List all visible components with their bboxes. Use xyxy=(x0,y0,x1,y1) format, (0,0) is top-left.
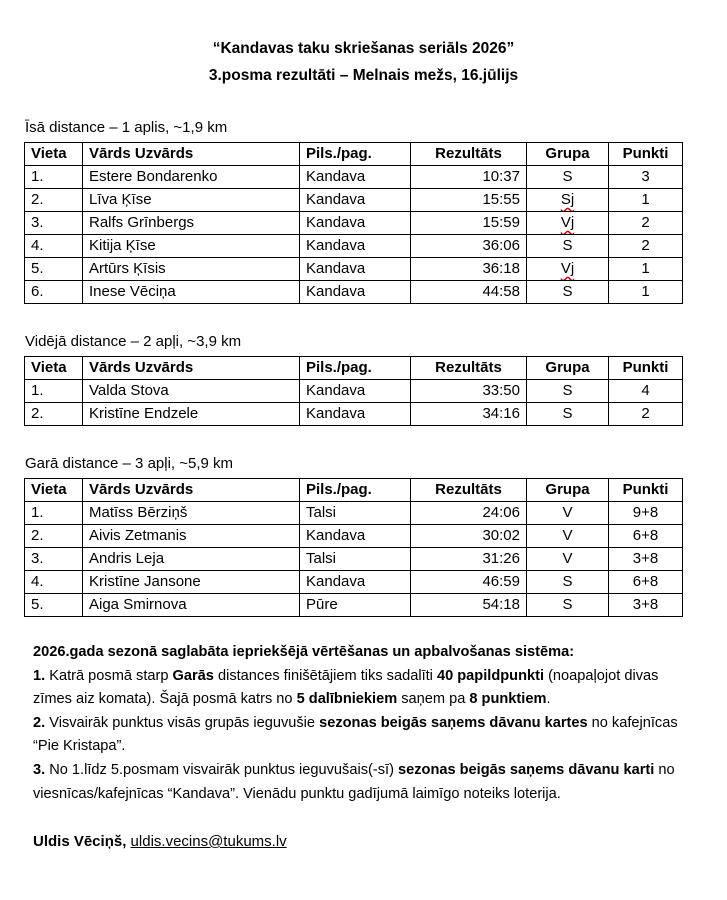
table-row xyxy=(25,380,683,403)
cell-result: 15:59 xyxy=(411,212,527,235)
column-header-name: Vārds Uzvārds xyxy=(83,357,300,380)
column-header-place: Vieta xyxy=(25,479,83,502)
cell-place: 6. xyxy=(25,281,83,304)
cell-place: 5. xyxy=(25,594,83,617)
cell-result: 33:50 xyxy=(411,380,527,403)
cell-points: 6+8 xyxy=(609,571,683,594)
column-header-group: Grupa xyxy=(527,357,609,380)
column-header-city: Pils./pag. xyxy=(300,479,411,502)
cell-group: V xyxy=(527,548,609,571)
column-header-points: Punkti xyxy=(609,143,683,166)
note-2: 2. Visvairāk punktus visās grupās ieguvušie sezonas beigās saņems dāvanu kartes no kafejnīcas “Pie Kristapa”. xyxy=(33,714,678,755)
table-row xyxy=(25,571,683,594)
cell-points: 3 xyxy=(609,166,683,189)
cell-result: 24:06 xyxy=(411,502,527,525)
cell-group: Sj xyxy=(527,189,609,212)
cell-city: Pūre xyxy=(300,594,411,617)
cell-place: 1. xyxy=(25,166,83,189)
cell-city: Kandava xyxy=(300,235,411,258)
table-row xyxy=(25,525,683,548)
cell-city: Kandava xyxy=(300,258,411,281)
column-header-city: Pils./pag. xyxy=(300,357,411,380)
column-header-result: Rezultāts xyxy=(411,143,527,166)
cell-points: 2 xyxy=(609,235,683,258)
cell-place: 2. xyxy=(25,189,83,212)
cell-name: Estere Bondarenko xyxy=(83,166,300,189)
cell-group: S xyxy=(527,281,609,304)
cell-result: 36:18 xyxy=(411,258,527,281)
cell-city: Kandava xyxy=(300,166,411,189)
cell-place: 2. xyxy=(25,525,83,548)
cell-result: 36:06 xyxy=(411,235,527,258)
cell-result: 31:26 xyxy=(411,548,527,571)
table-row xyxy=(25,166,683,189)
table-row xyxy=(25,594,683,617)
column-header-group: Grupa xyxy=(527,143,609,166)
cell-group: S xyxy=(527,380,609,403)
cell-points: 2 xyxy=(609,212,683,235)
cell-city: Kandava xyxy=(300,281,411,304)
cell-place: 5. xyxy=(25,258,83,281)
cell-result: 54:18 xyxy=(411,594,527,617)
cell-name: Aiga Smirnova xyxy=(83,594,300,617)
column-header-group: Grupa xyxy=(527,479,609,502)
results-table-short xyxy=(24,142,683,304)
table-header-row xyxy=(25,143,683,166)
cell-points: 9+8 xyxy=(609,502,683,525)
cell-result: 10:37 xyxy=(411,166,527,189)
cell-name: Inese Vēciņa xyxy=(83,281,300,304)
cell-points: 6+8 xyxy=(609,525,683,548)
section-title-short: Īsā distance – 1 aplis, ~1,9 km xyxy=(25,119,228,136)
cell-name: Kristīne Jansone xyxy=(83,571,300,594)
cell-group: V xyxy=(527,502,609,525)
cell-group: Vj xyxy=(527,212,609,235)
cell-name: Matīss Bērziņš xyxy=(83,502,300,525)
results-table-long xyxy=(24,478,683,617)
cell-name: Kristīne Endzele xyxy=(83,403,300,426)
table-header-row xyxy=(25,357,683,380)
rules-notes xyxy=(33,641,683,806)
column-header-name: Vārds Uzvārds xyxy=(83,479,300,502)
cell-place: 1. xyxy=(25,380,83,403)
document-title: “Kandavas taku skriešanas seriāls 2026” xyxy=(212,40,515,57)
cell-result: 15:55 xyxy=(411,189,527,212)
cell-name: Kitija Ķīse xyxy=(83,235,300,258)
cell-name: Andris Leja xyxy=(83,548,300,571)
cell-points: 1 xyxy=(609,258,683,281)
cell-result: 44:58 xyxy=(411,281,527,304)
cell-group: S xyxy=(527,594,609,617)
cell-city: Talsi xyxy=(300,502,411,525)
note-1: 1. Katrā posmā starp Garās distances finišētājiem tiks sadalīti 40 papildpunkti (noapaļojot divas zīmes aiz komata). Šajā posmā katrs no 5 dalībniekiem saņem pa 8 punktiem. xyxy=(33,667,659,708)
cell-city: Kandava xyxy=(300,525,411,548)
table-header-row xyxy=(25,479,683,502)
cell-result: 46:59 xyxy=(411,571,527,594)
email-link[interactable]: uldis.vecins@tukums.lv xyxy=(130,833,287,850)
cell-place: 4. xyxy=(25,571,83,594)
signature-name: Uldis Vēciņš, xyxy=(33,833,127,850)
table-row xyxy=(25,212,683,235)
cell-place: 2. xyxy=(25,403,83,426)
cell-place: 1. xyxy=(25,502,83,525)
cell-group: S xyxy=(527,403,609,426)
table-row xyxy=(25,235,683,258)
cell-points: 2 xyxy=(609,403,683,426)
table-row xyxy=(25,258,683,281)
cell-group: S xyxy=(527,166,609,189)
column-header-city: Pils./pag. xyxy=(300,143,411,166)
cell-result: 30:02 xyxy=(411,525,527,548)
table-row xyxy=(25,189,683,212)
column-header-result: Rezultāts xyxy=(411,479,527,502)
cell-city: Kandava xyxy=(300,571,411,594)
cell-group: S xyxy=(527,571,609,594)
cell-name: Ralfs Grīnbergs xyxy=(83,212,300,235)
cell-city: Kandava xyxy=(300,189,411,212)
cell-name: Līva Ķīse xyxy=(83,189,300,212)
cell-place: 4. xyxy=(25,235,83,258)
cell-points: 3+8 xyxy=(609,548,683,571)
cell-place: 3. xyxy=(25,548,83,571)
cell-points: 3+8 xyxy=(609,594,683,617)
cell-points: 1 xyxy=(609,189,683,212)
cell-group: S xyxy=(527,235,609,258)
cell-name: Artūrs Ķīsis xyxy=(83,258,300,281)
table-row xyxy=(25,548,683,571)
cell-result: 34:16 xyxy=(411,403,527,426)
cell-group: Vj xyxy=(527,258,609,281)
column-header-points: Punkti xyxy=(609,357,683,380)
cell-group: V xyxy=(527,525,609,548)
cell-city: Kandava xyxy=(300,212,411,235)
column-header-result: Rezultāts xyxy=(411,357,527,380)
cell-city: Talsi xyxy=(300,548,411,571)
results-table-medium xyxy=(24,356,683,426)
table-row xyxy=(25,502,683,525)
column-header-place: Vieta xyxy=(25,357,83,380)
notes-heading: 2026.gada sezonā saglabāta iepriekšējā vērtēšanas un apbalvošanas sistēma: xyxy=(33,644,575,660)
cell-city: Kandava xyxy=(300,380,411,403)
note-3: 3. No 1.līdz 5.posmam visvairāk punktus ieguvušais(-sī) sezonas beigās saņems dāvanu karti no viesnīcas/kafejnīcas “Kandava”. Vienādu punktu gadījumā laimīgo noteiks loterija. xyxy=(33,761,675,802)
cell-city: Kandava xyxy=(300,403,411,426)
column-header-name: Vārds Uzvārds xyxy=(83,143,300,166)
section-title-medium: Vidējā distance – 2 apļi, ~3,9 km xyxy=(25,333,242,350)
cell-name: Valda Stova xyxy=(83,380,300,403)
table-row xyxy=(25,403,683,426)
cell-place: 3. xyxy=(25,212,83,235)
section-title-long: Garā distance – 3 apļi, ~5,9 km xyxy=(25,455,234,472)
signature xyxy=(33,833,287,850)
cell-points: 4 xyxy=(609,380,683,403)
column-header-place: Vieta xyxy=(25,143,83,166)
column-header-points: Punkti xyxy=(609,479,683,502)
cell-points: 1 xyxy=(609,281,683,304)
table-row xyxy=(25,281,683,304)
cell-name: Aivis Zetmanis xyxy=(83,525,300,548)
document-subtitle: 3.posma rezultāti – Melnais mežs, 16.jūlijs xyxy=(208,67,519,84)
